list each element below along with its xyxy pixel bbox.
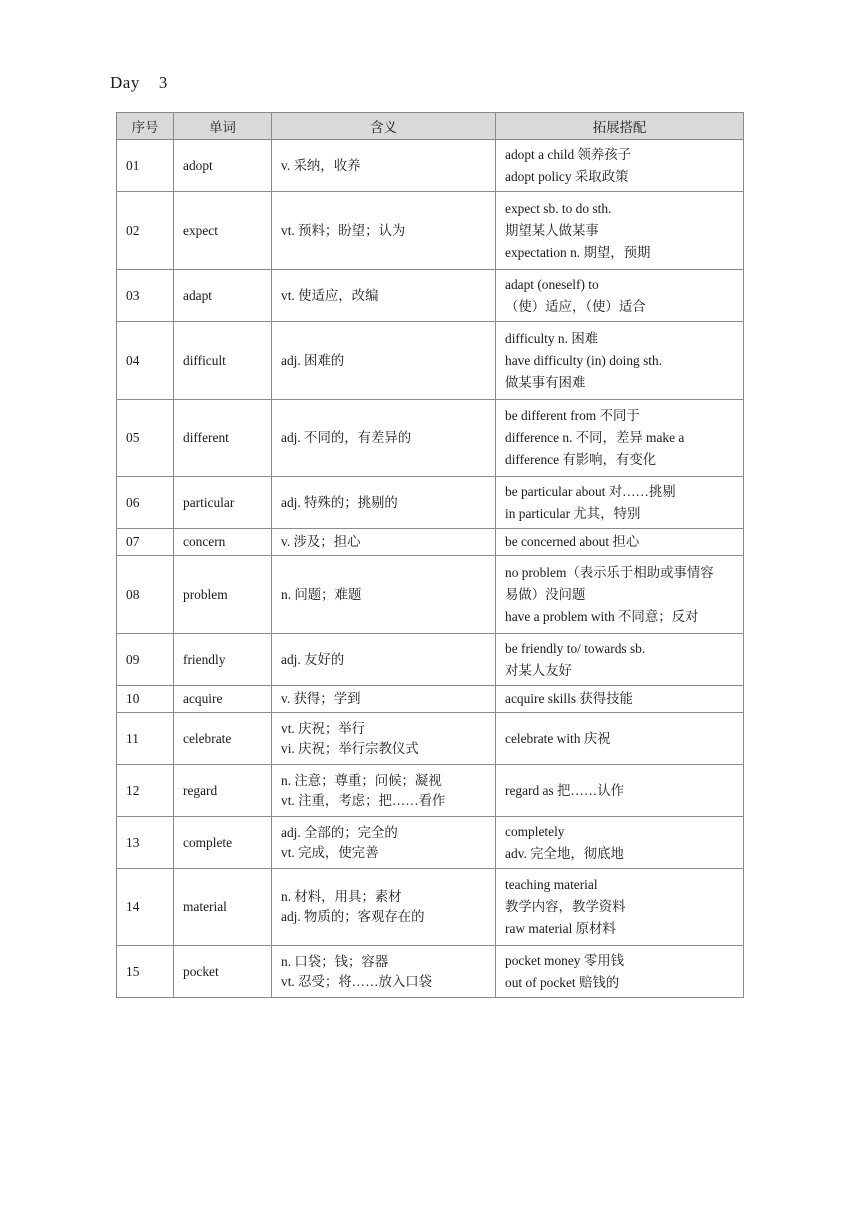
meaning-line: vt. 忍受；将……放入口袋: [281, 973, 433, 989]
collocation-line: no problem（表示乐于相助或事情容: [505, 564, 714, 580]
table-row: [117, 556, 744, 634]
collocation-line: have difficulty (in) doing sth.: [505, 352, 663, 368]
row-number: 05: [117, 400, 174, 477]
vocabulary-table: [116, 112, 744, 998]
row-number: 01: [117, 140, 174, 192]
row-number: 08: [117, 556, 174, 634]
collocation-cell: [496, 765, 744, 817]
table-row: [117, 400, 744, 477]
table-header-row: [117, 113, 744, 140]
collocation-line: pocket money 零用钱: [505, 952, 625, 968]
meaning-cell: [272, 946, 496, 998]
table-row: [117, 270, 744, 322]
meaning-line: adj. 全部的；完全的: [281, 824, 398, 840]
row-number: 10: [117, 686, 174, 713]
meaning-line: vt. 预料；盼望；认为: [281, 222, 406, 238]
table-row: [117, 869, 744, 946]
collocation-line: acquire skills 获得技能: [505, 691, 633, 706]
collocation-line: （使）适应，（使）适合: [505, 298, 646, 314]
table-row: [117, 322, 744, 400]
table-row: [117, 686, 744, 713]
collocation-line: adopt a child 领养孩子: [505, 146, 632, 162]
meaning-cell: [272, 817, 496, 869]
word-cell: complete: [174, 817, 272, 869]
collocation-line: out of pocket 赔钱的: [505, 974, 620, 990]
collocation-cell: [496, 817, 744, 869]
collocation-line: expectation n. 期望，预期: [505, 244, 651, 260]
collocation-cell: [496, 140, 744, 192]
collocation-cell: [496, 713, 744, 765]
word-cell: difficult: [174, 322, 272, 400]
collocation-cell: [496, 529, 744, 556]
word-cell: pocket: [174, 946, 272, 998]
collocation-line: celebrate with 庆祝: [505, 730, 611, 746]
row-number: 14: [117, 869, 174, 946]
collocation-cell: [496, 477, 744, 529]
meaning-cell: [272, 477, 496, 529]
table-row: [117, 140, 744, 192]
table-row: [117, 946, 744, 998]
meaning-line: v. 涉及；担心: [281, 534, 361, 549]
row-number: 11: [117, 713, 174, 765]
collocation-line: be particular about 对……挑剔: [505, 483, 676, 499]
collocation-cell: [496, 946, 744, 998]
meaning-line: n. 问题；难题: [281, 586, 362, 602]
meaning-line: vi. 庆祝；举行宗教仪式: [281, 740, 419, 756]
collocation-cell: [496, 634, 744, 686]
collocation-line: difference n. 不同，差异 make a: [505, 430, 685, 445]
meaning-cell: [272, 192, 496, 270]
collocation-line: regard as 把……认作: [505, 782, 624, 798]
collocation-line: have a problem with 不同意；反对: [505, 608, 699, 624]
collocation-line: adapt (oneself) to: [505, 276, 599, 292]
collocation-line: adv. 完全地，彻底地: [505, 845, 624, 861]
meaning-cell: [272, 322, 496, 400]
collocation-cell: [496, 322, 744, 400]
word-cell: celebrate: [174, 713, 272, 765]
row-number: 12: [117, 765, 174, 817]
meaning-line: v. 采纳，收养: [281, 157, 361, 173]
row-number: 09: [117, 634, 174, 686]
word-cell: particular: [174, 477, 272, 529]
meaning-line: vt. 完成，使完善: [281, 844, 379, 860]
table-row: [117, 477, 744, 529]
collocation-line: raw material 原材料: [505, 921, 616, 936]
collocation-line: 对某人友好: [505, 662, 572, 678]
row-number: 15: [117, 946, 174, 998]
word-cell: concern: [174, 529, 272, 556]
meaning-cell: [272, 529, 496, 556]
collocation-line: 期望某人做某事: [505, 222, 599, 238]
collocation-cell: [496, 270, 744, 322]
collocation-line: completely: [505, 823, 565, 839]
row-number: 07: [117, 529, 174, 556]
word-cell: adopt: [174, 140, 272, 192]
table-row: [117, 765, 744, 817]
meaning-cell: [272, 713, 496, 765]
word-cell: adapt: [174, 270, 272, 322]
meaning-line: vt. 庆祝；举行: [281, 720, 366, 736]
meaning-line: n. 注意；尊重；问候；凝视: [281, 772, 442, 788]
table-row: [117, 529, 744, 556]
meaning-line: adj. 特殊的；挑剔的: [281, 494, 398, 510]
word-cell: regard: [174, 765, 272, 817]
row-number: 06: [117, 477, 174, 529]
collocation-cell: [496, 556, 744, 634]
meaning-line: adj. 友好的: [281, 651, 345, 667]
meaning-line: vt. 使适应，改编: [281, 287, 379, 303]
row-number: 03: [117, 270, 174, 322]
meaning-cell: [272, 634, 496, 686]
meaning-line: n. 材料，用具；素材: [281, 889, 402, 904]
collocation-line: teaching material: [505, 877, 598, 892]
meaning-line: vt. 注重，考虑；把……看作: [281, 792, 446, 808]
collocation-line: be friendly to/ towards sb.: [505, 640, 646, 656]
header-meaning: 含义: [272, 113, 496, 140]
word-cell: problem: [174, 556, 272, 634]
collocation-line: difference 有影响，有变化: [505, 452, 657, 467]
collocation-cell: [496, 869, 744, 946]
meaning-cell: [272, 765, 496, 817]
meaning-line: adj. 不同的，有差异的: [281, 430, 412, 445]
page-title: Day 3: [110, 73, 168, 92]
collocation-cell: [496, 192, 744, 270]
meaning-cell: [272, 556, 496, 634]
header-word: 单词: [174, 113, 272, 140]
collocation-line: 易做）没问题: [505, 586, 586, 602]
collocation-line: adopt policy 采取政策: [505, 168, 629, 184]
collocation-line: 教学内容，教学资料: [505, 899, 626, 914]
word-cell: acquire: [174, 686, 272, 713]
table-row: [117, 817, 744, 869]
collocation-line: be different from 不同于: [505, 408, 640, 423]
word-cell: different: [174, 400, 272, 477]
collocation-line: difficulty n. 困难: [505, 330, 599, 346]
word-cell: friendly: [174, 634, 272, 686]
word-cell: expect: [174, 192, 272, 270]
collocation-line: 做某事有困难: [505, 374, 586, 390]
meaning-cell: [272, 400, 496, 477]
header-number: 序号: [117, 113, 174, 140]
meaning-line: adj. 困难的: [281, 352, 345, 368]
meaning-cell: [272, 686, 496, 713]
meaning-line: n. 口袋；钱；容器: [281, 953, 389, 969]
meaning-line: adj. 物质的；客观存在的: [281, 909, 425, 924]
collocation-cell: [496, 686, 744, 713]
word-cell: material: [174, 869, 272, 946]
table-row: [117, 192, 744, 270]
table-body: [117, 140, 744, 998]
table-row: [117, 713, 744, 765]
collocation-line: expect sb. to do sth.: [505, 200, 612, 216]
collocation-line: be concerned about 担心: [505, 534, 640, 549]
collocation-cell: [496, 400, 744, 477]
collocation-line: in particular 尤其，特别: [505, 505, 641, 521]
meaning-cell: [272, 140, 496, 192]
meaning-line: v. 获得；学到: [281, 691, 361, 706]
row-number: 13: [117, 817, 174, 869]
row-number: 04: [117, 322, 174, 400]
row-number: 02: [117, 192, 174, 270]
table-row: [117, 634, 744, 686]
meaning-cell: [272, 270, 496, 322]
header-collocations: 拓展搭配: [496, 113, 744, 140]
meaning-cell: [272, 869, 496, 946]
